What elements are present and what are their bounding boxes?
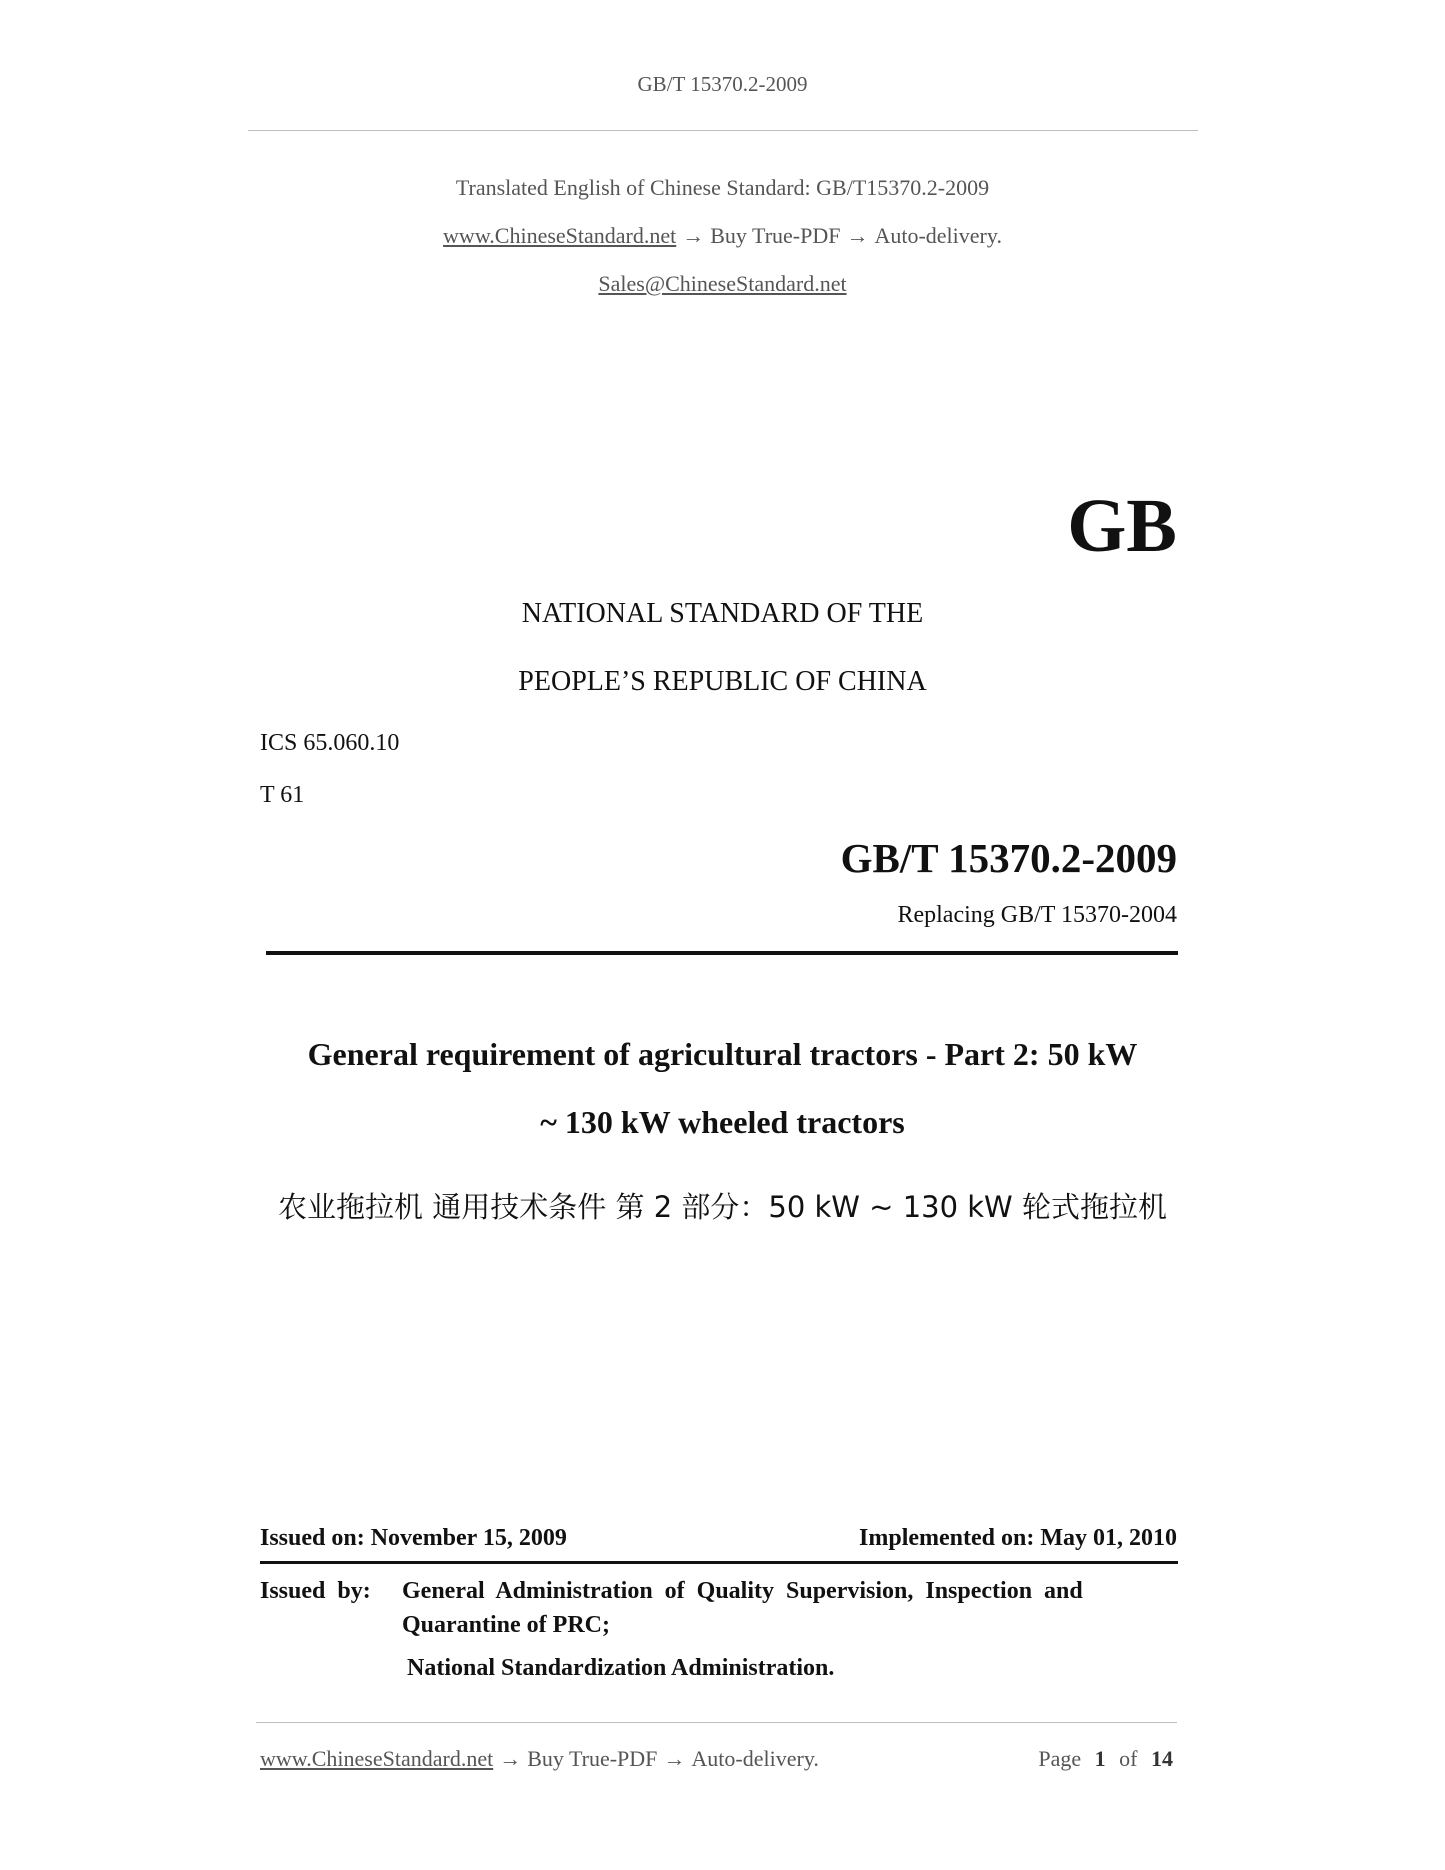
footer-site-link[interactable]: www.ChineseStandard.net (260, 1746, 494, 1771)
running-header: GB/T 15370.2-2009 (637, 72, 808, 96)
buy-text: Buy True-PDF (710, 223, 841, 248)
replacing-note: Replacing GB/T 15370-2004 (897, 902, 1177, 928)
ccs-code: T 61 (260, 782, 305, 808)
title-cn: 农业拖拉机 通用技术条件 第 2 部分：50 kW ~ 130 kW 轮式拖拉机 (278, 1190, 1167, 1224)
promo-links (0, 223, 1445, 249)
issued-on: Issued on: November 15, 2009 (260, 1525, 567, 1551)
title-en-line1: General requirement of agricultural tractors - Part 2: 50 kW (307, 1036, 1138, 1072)
page-label: Page (1038, 1746, 1082, 1771)
arrow-right-icon: → (846, 223, 869, 248)
page-total: 14 (1151, 1746, 1173, 1771)
email-line (0, 271, 1445, 297)
auto-delivery-text: Auto-delivery. (874, 223, 1002, 248)
page-of: of (1119, 1746, 1138, 1771)
arrow-right-icon: → (499, 1746, 522, 1771)
arrow-right-icon: → (663, 1746, 686, 1771)
national-standard-line2: PEOPLE’S REPUBLIC OF CHINA (518, 666, 927, 697)
footer-links (260, 1746, 819, 1772)
issued-by-line2: Quarantine of PRC; (402, 1612, 610, 1638)
header-divider (248, 130, 1198, 131)
title-rule (266, 951, 1178, 955)
dates-rule (260, 1561, 1178, 1564)
ics-code: ICS 65.060.10 (260, 730, 400, 756)
footer-divider (256, 1722, 1177, 1723)
footer-buy-text: Buy True-PDF (527, 1746, 658, 1771)
gb-mark: GB (1067, 484, 1177, 568)
promo-line: Translated English of Chinese Standard: GB/T15370.2-2009 (455, 175, 990, 200)
standard-number: GB/T 15370.2-2009 (840, 835, 1177, 881)
national-standard-line1: NATIONAL STANDARD OF THE (521, 598, 924, 629)
email-link[interactable]: Sales@ChineseStandard.net (598, 271, 847, 296)
footer-auto-delivery-text: Auto-delivery. (691, 1746, 819, 1771)
page-current: 1 (1094, 1746, 1106, 1771)
issued-by-line3: National Standardization Administration. (407, 1655, 835, 1681)
site-link[interactable]: www.ChineseStandard.net (443, 223, 677, 248)
title-en-line2: ~ 130 kW wheeled tractors (540, 1104, 905, 1140)
issued-by-label: Issued by: (260, 1578, 371, 1604)
issued-by-line1: General Administration of Quality Supervision, Inspection and (402, 1578, 1083, 1604)
page-counter (1038, 1746, 1173, 1772)
arrow-right-icon: → (682, 223, 705, 248)
implemented-on: Implemented on: May 01, 2010 (859, 1525, 1177, 1551)
